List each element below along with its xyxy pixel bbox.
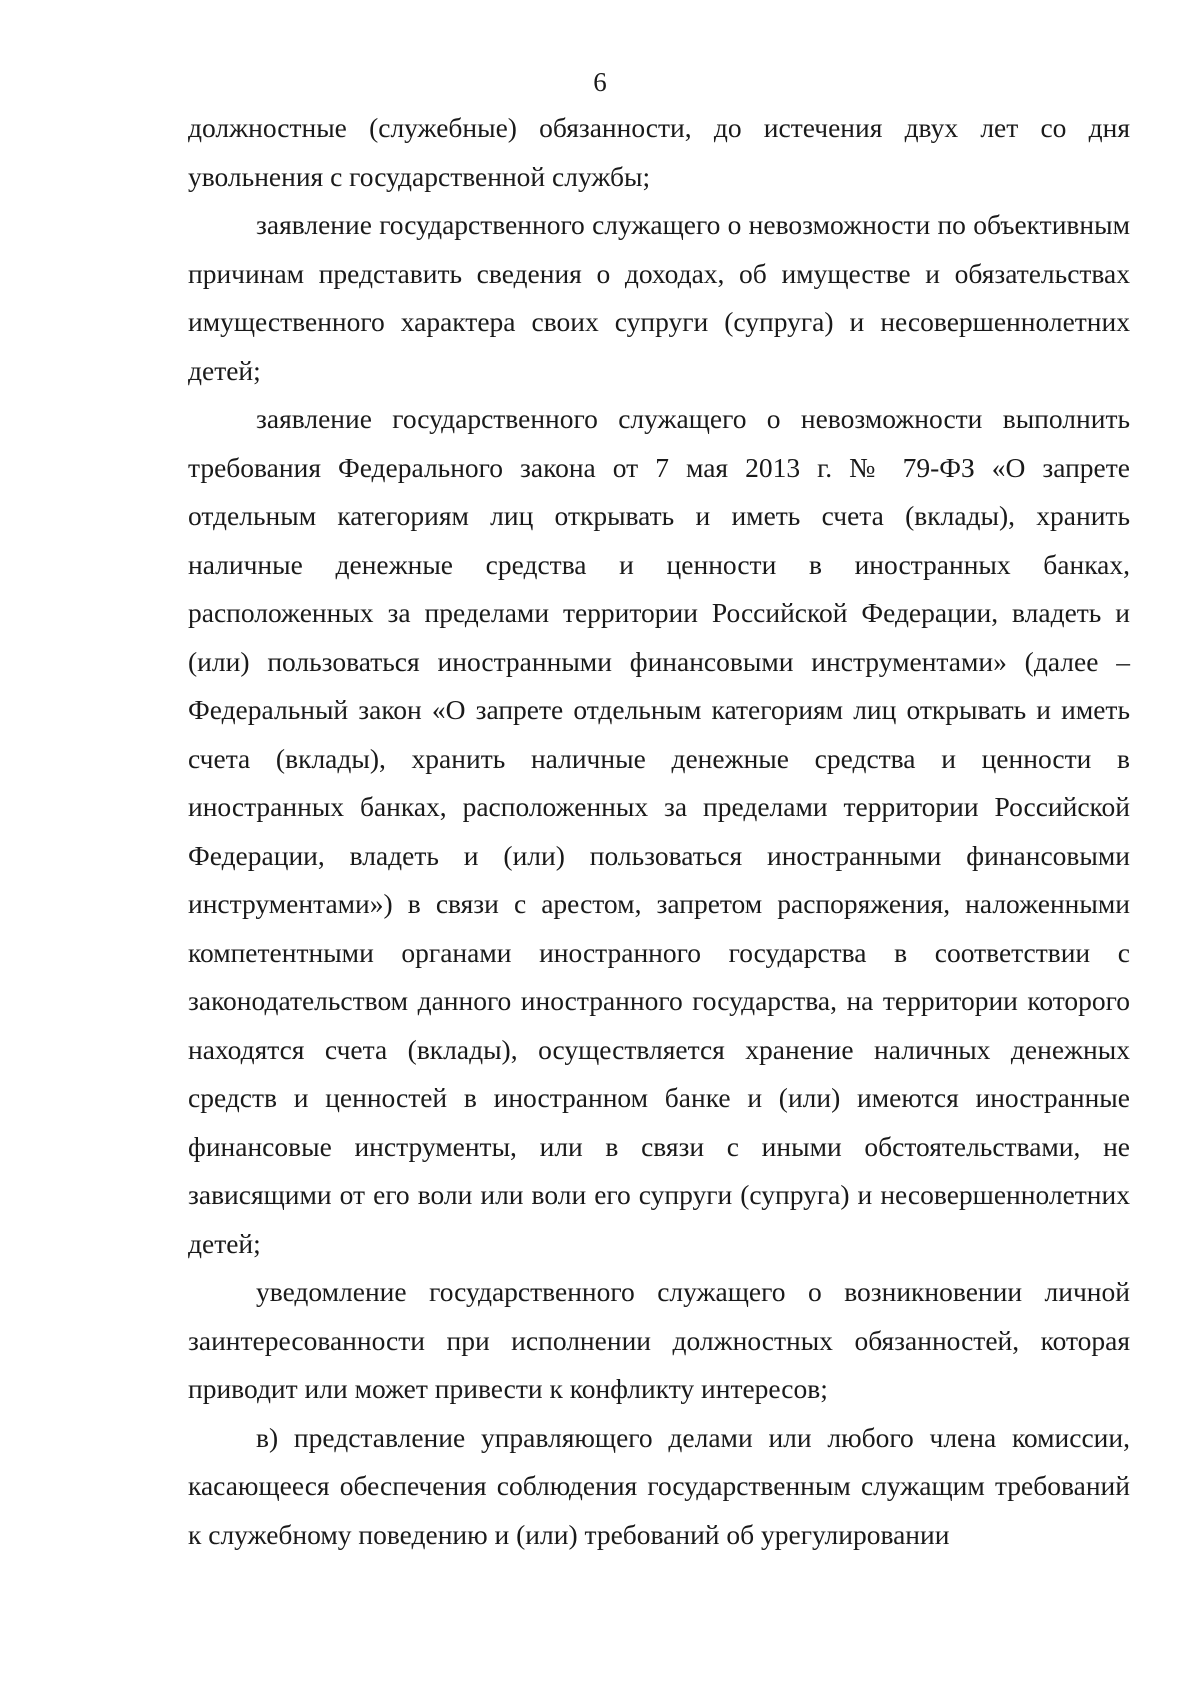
paragraph-continuation: должностные (служебные) обязанности, до истечения двух лет со дня увольнения с государственной службы; xyxy=(188,112,1130,192)
paragraph-conflict-of-interest-notice: уведомление государственного служащего о возникновении личной заинтересованности при исполнении должностных обязанностей, которая приводит или может привести к конфликту интересов; xyxy=(188,1276,1130,1404)
paragraph-spouse-income-statement: заявление государственного служащего о невозможности по объективным причинам представить сведения о доходах, об имуществе и обязательствах имущественного характера своих супруги (супруга) и несовершеннолетних детей; xyxy=(188,209,1130,386)
page-number: 6 xyxy=(593,67,607,97)
paragraph-item-v: в) представление управляющего делами или любого члена комиссии, касающееся обеспечения соблюдения государственным служащим требований к служебному поведению и (или) требований об урегулировании xyxy=(188,1421,1130,1550)
paragraph-foreign-accounts-statement: заявление государственного служащего о невозможности выполнить требования Федерального закона от 7 мая 2013 г. № 79-ФЗ «О запрете отдельным категориям лиц открывать и иметь счета (вклады), хранить наличные денежные средства и ценности в иностранных банках, расположенных за пределами территории Российской Федерации, владеть и (или) пользоваться иностранными финансовыми инструментами» (далее – Федеральный закон «О запрете отдельным категориям лиц открывать и иметь счета (вклады), хранить наличные денежные средства и ценности в иностранных банках, расположенных за пределами территории Российской Федерации, владеть и (или) пользоваться иностранными финансовыми инструментами») в связи с арестом, запретом распоряжения, наложенными компетентными органами иностранного государства в соответствии с законодательством данного иностранного государства, на территории которого находятся счета (вклады), осуществляется хранение наличных денежных средств и ценностей в иностранном банке и (или) имеются иностранные финансовые инструменты, или в связи с иными обстоятельствами, не зависящими от его воли или воли его супруги (супруга) и несовершеннолетних детей; xyxy=(188,403,1130,1259)
document-body xyxy=(188,104,1130,1559)
